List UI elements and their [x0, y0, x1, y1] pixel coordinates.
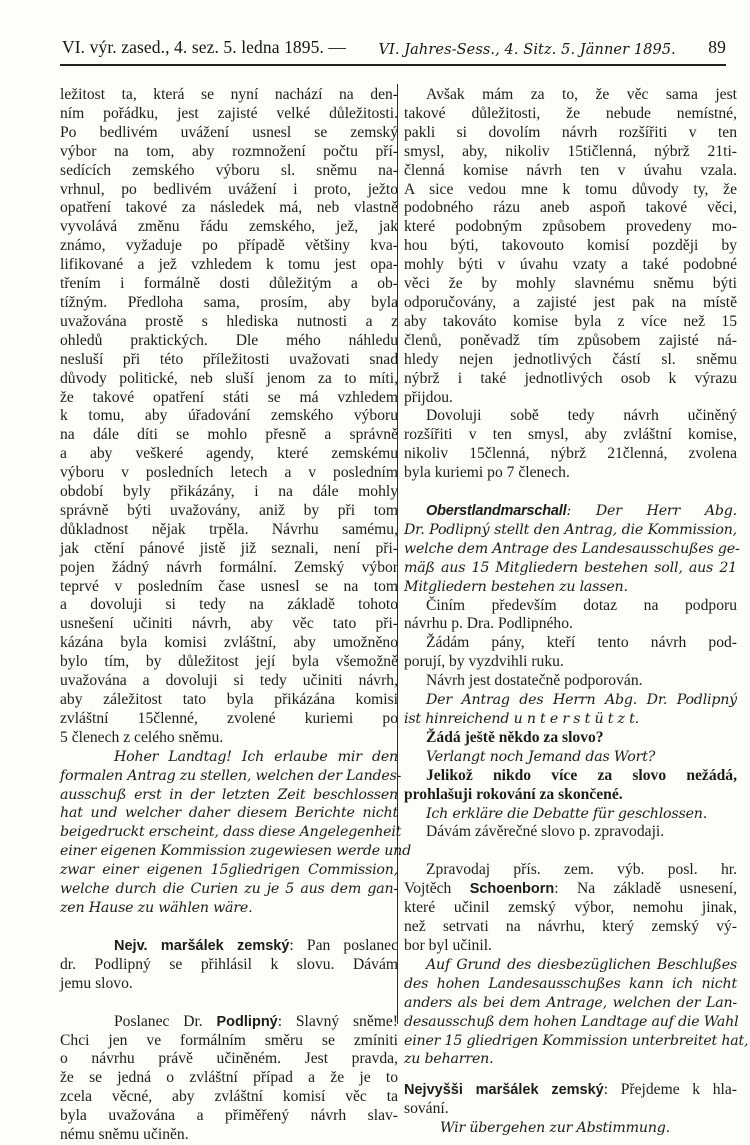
text-line: ním pořádku, jest zajisté velké důležitosti.	[60, 104, 398, 122]
text-line: věci že by mohly slavnému sněmu býti	[404, 275, 737, 293]
header-czech: VI. výr. zased., 4. sez. 5. ledna 1895. —	[62, 37, 347, 57]
text-line: welche durch die Curien zu je 5 aus dem gan-	[60, 881, 398, 898]
text-line: 5 členech z celého sněmu.	[60, 728, 224, 746]
text-line: nýbrž i také jednotlivých osob k výrazu	[404, 369, 737, 387]
text-line: ist hinreichend u n t e r s t ü t z t.	[404, 711, 639, 727]
text-line: bylo tím, by důležitost její byla všemožně	[60, 653, 398, 671]
text-line: a aby veškeré agendy, které zemskému	[60, 445, 398, 463]
text-line: členů, poněvadž tím způsobem zajisté ná-	[404, 331, 737, 349]
text-line: Der Antrag des Herrn Abg. Dr. Podlipný	[426, 692, 737, 709]
text-line: kázána byla komisi zvláštní, aby umožněno	[60, 634, 398, 652]
text-line: členná komise návrh ten v úvahu vzala.	[404, 161, 737, 179]
text-line: hledy nejen jednotlivých částí sl. sněmu	[404, 350, 737, 368]
running-header	[62, 32, 726, 58]
text-line: přijdou.	[404, 388, 453, 406]
paragraph-german-supported	[404, 691, 737, 729]
text-line: prohlašuji rokování za skončené.	[404, 785, 623, 803]
question-anyone-else-german: Verlangt noch Jemand das Wort?	[426, 748, 656, 765]
text-line: Činím především dotaz na podporu	[426, 596, 737, 614]
text-line: důkladnost nějak trpěla. Návrhu samému,	[60, 520, 398, 538]
text-line: zvláštní 15členné, zvolené kuriemi po	[60, 709, 398, 727]
text-line: známo, vyžaduje po případě většiny kva-	[60, 237, 398, 255]
text-line: období byly přikázány, i na dále mohly	[60, 483, 398, 501]
text-line: nesluší při této příležitosti uvažovati snad	[60, 350, 398, 368]
text-line: hou býti, takovouto komisí později by	[404, 237, 737, 255]
text-line: byla kuriemi po 7 členech.	[404, 464, 570, 482]
statement-supported: Návrh jest dostatečně podporován.	[426, 672, 643, 690]
paragraph-raise-hands	[404, 634, 737, 672]
text-line: mohly býti v úvahu vzaty a také podobné	[404, 256, 737, 274]
text-line: výboru v posledních letech a v posledním	[60, 464, 398, 482]
text-line: zwar einer eigenen 15gliedrigen Commission,	[60, 862, 398, 879]
text-line: Dovoluji sobě tedy návrh učiněný	[426, 407, 737, 425]
paragraph-marshal-statement: Nejv. maršálek zemský: Pan poslanec dr. Podlipný se přihlásil k slovu. Dávám jemu slovo.	[60, 936, 398, 992]
text-line: návrhu p. Dra. Podlipného.	[404, 615, 573, 633]
text-line: že takové opatření státi se má vzhledem	[60, 388, 398, 406]
text-line: tížným. Předloha sama, prosím, aby byla	[60, 293, 398, 311]
debate-closed-german: Ich erkläre die Debatte für geschlossen.	[426, 805, 708, 822]
text-line: na dále díti se mohlo přesně a správně	[60, 426, 398, 444]
text-line: podobného rázu aneb aspoň takové věci,	[404, 199, 737, 217]
text-line: Žádám pány, kteří tento návrh pod-	[426, 634, 737, 652]
text-line: hat und welcher daher diesem Berichte nicht	[60, 805, 398, 822]
text-line: einer 15 gliedrigen Kommission unterbreitet hat,	[404, 1032, 749, 1049]
text-line: aby takováto komise byla z více než 15	[404, 312, 737, 330]
text-line: desausschuß dem hohen Landtage auf die Wahl	[404, 1013, 739, 1030]
text-line: správně býti uvažovány, aniž by při tom	[60, 501, 398, 519]
paragraph-german-speech	[60, 748, 412, 918]
text-line: einer eigenen Kommission zugewiesen werde und	[60, 843, 412, 860]
text-line: pojen žádný návrh formální. Zemský výbor	[60, 558, 398, 576]
text-line: Hoher Landtag! Ich erlaube mir den	[114, 748, 398, 765]
speaker-name: Schoenborn	[469, 881, 555, 898]
text-line: porují, by vyzdvihli ruku.	[404, 653, 564, 671]
text-line: jak ctění pánové jistě již seznali, není při-	[60, 539, 398, 557]
text-line: důvody politické, neb sluší jenom za to míti,	[60, 369, 398, 387]
text-line: formalen Antrag zu stellen, welchen der Landes-	[60, 767, 402, 784]
header-german: VI. Jahres-Sess., 4. Sitz. 5. Jänner 1895.	[378, 42, 676, 58]
speaker-name: Oberstlandmarschall	[426, 503, 567, 520]
text-line: výbor na tom, aby rozmnožení počtu pří-	[60, 142, 398, 160]
paragraph-debate-closed	[404, 767, 737, 805]
paragraph-oberstlandmarschall: Oberstlandmarschall: Der Herr Abg. Dr. Podlipný stellt den Antrag, die Kommission, welche dem Antrage des Landesausschußes ge- mäß aus 15 Mitgliedern bestehen soll, aus 21 Mitgliedern bestehen zu lassen.	[404, 503, 740, 595]
text-line: Jelikož nikdo více za slovo nežádá,	[426, 766, 737, 784]
text-line: odporučovány, a zajisté jest pak na místě	[404, 293, 737, 311]
paragraph-podlipny-speech: Poslanec Dr. Podlipný: Slavný sněme! Chci jen ve formálním směru se zmíniti o návrhu právě učiněném. Jest pravda, že se jedná o zvláštní případ a že je to zcela věcné, aby zvláštní komisí věc ta byla uvažována a přiměřený návrh slav- nému sněmu učiněn.	[60, 1012, 398, 1144]
vote-announcement-german: Wir übergehen zur Abstimmung.	[440, 1120, 670, 1137]
text-line: lifikované a jež vzhledem k tomu jest opa-	[60, 256, 398, 274]
text-line: ausschuß erst in der letzten Zeit beschlossen	[60, 786, 398, 803]
text-line: beigedruckt erscheint, dass diese Angelegenheit	[60, 824, 402, 841]
paragraph-schoenborn-speech: Zpravodaj přís. zem. výb. posl. hr. Vojtěch Schoenborn: Na základě usnesení, které učinil zemský výbor, nemohu jinak, než setrvati na návrhu, který zemský vý- bor byl učinil.	[404, 861, 737, 954]
text-line: zu beharren.	[404, 1051, 494, 1068]
speaker-name: Nejv. maršálek zemský	[114, 937, 290, 954]
text-line: sedících zemského výboru sl. sněmu na-	[60, 161, 398, 179]
speaker-name: Podlipný	[216, 1013, 278, 1030]
paragraph-proposal-extension	[404, 86, 737, 407]
paragraph-support-query	[404, 597, 737, 635]
text-line: teprvé v posledním čase usnesl se na tom	[60, 577, 398, 595]
text-line: smysl, aby, nikoliv 15tičlenná, nýbrž 21ti-	[404, 142, 737, 160]
paragraph-vote-announcement: Nejvyšši maršálek zemský: Přejdeme k hla- sování.	[404, 1081, 737, 1118]
text-line: nikoliv 15členná, nýbrž 21členná, zvolena	[404, 445, 737, 463]
final-word-rapporteur: Dávám závěrečné slovo p. zpravodaji.	[426, 823, 665, 841]
question-anyone-else: Žádá ještě někdo za slovo?	[426, 728, 604, 746]
text-line: ležitost ta, která se nyní nachází na den-	[60, 86, 398, 103]
text-line: Auf Grund des diesbezüglichen Beschlußes	[426, 956, 737, 973]
text-line: zen Hause zu wählen wäre.	[60, 899, 253, 916]
text-line: takové důležitosti, že nebude nemístné,	[404, 104, 737, 122]
text-line: A sice vedou mne k tomu důvody ty, že	[404, 180, 737, 198]
text-line: aby záležitost tato byla přikázána komisi	[60, 691, 398, 708]
text-line: vyvolává změnu řádu zemského, jež, jak	[60, 218, 398, 236]
text-line: rozšířiti v ten smysl, aby zvláštní komise,	[404, 426, 737, 444]
text-line: anders als bei dem Antrage, welchen der Lan-	[404, 994, 737, 1011]
text-line: opatření takové za následek má, neb vlastně	[60, 199, 398, 217]
text-line: které podobným způsobem provedeny mo-	[404, 218, 737, 236]
text-line: ohledů praktických. Dle mého náhledu	[60, 331, 398, 349]
text-line: uvažována prostě s hlediska nutnosti a z	[60, 312, 398, 330]
paragraph-proposal-motion	[404, 407, 737, 483]
paragraph-german-schoenborn	[404, 956, 749, 1069]
text-line: uvažována a dovoluji si tedy učiniti návrh,	[60, 672, 398, 690]
text-line: pakli si dovolím návrh rozšířiti v ten	[404, 123, 737, 141]
header-rule	[60, 64, 726, 66]
text-line: třením i formálně dosti důležitým a ob-	[60, 275, 398, 293]
text-line: usnešení učiniti návrh, aby věc tato při-	[60, 615, 398, 633]
paragraph-continuation	[60, 86, 398, 748]
text-line: vrhnul, po bedlivém uvážení i proto, ježto	[60, 180, 398, 198]
speaker-name: Nejvyšši maršálek zemský	[404, 1082, 604, 1099]
text-line: Avšak mám za to, že věc sama jest	[426, 86, 737, 103]
left-column	[60, 86, 412, 1145]
text-line: k tomu, aby úřadování zemského výboru	[60, 407, 398, 425]
right-column	[404, 86, 749, 1138]
text-line: a dovoluji si tedy na základě tohoto	[60, 596, 398, 614]
text-line: Po bedlivém uvážení usnesl se zemský	[60, 123, 398, 141]
page-number: 89	[708, 37, 726, 57]
text-line: des hohen Landesausschußes kann ich nicht	[404, 975, 737, 992]
